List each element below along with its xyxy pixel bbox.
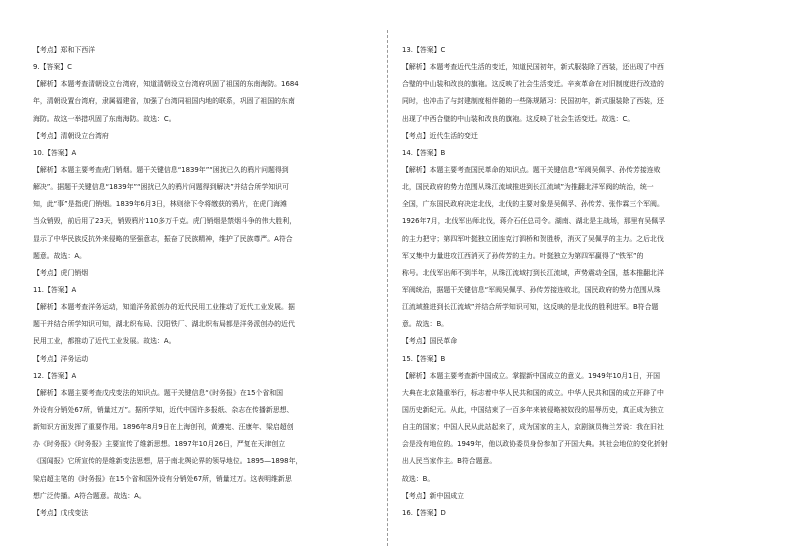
text-line: 【考点】洋务运动	[33, 354, 89, 363]
text-line: 海防。故这一举措巩固了东南海防。故选：C。	[33, 114, 176, 123]
text-line: 【考点】新中国成立	[402, 491, 465, 500]
text-line: 【解析】本题主要考查虎门销烟。题干关键信息“1839年”“困扰已久的鸦片问题得到	[33, 165, 289, 174]
text-line: 外设有分销处67所，销量过万”。据所学知，近代中国许多报纸、杂志在传播新思想、	[33, 405, 294, 414]
text-line: 14.【答案】B	[402, 148, 446, 157]
text-line: 军又集中力量进攻江西消灭了孙传芳的主力。叶挺独立为第四军赢得了“铁军”的	[402, 251, 644, 260]
text-line: 【考点】戊戌变法	[33, 508, 89, 517]
text-line: 全国，广东国民政府决定北伐，北伐的主要对象是吴佩孚、孙传芳、张作霖三个军阀。	[402, 200, 664, 209]
text-line: 【解析】本题主要考查新中国成立。掌握新中国成立的意义。1949年10月1日，开国	[402, 371, 661, 380]
text-line: 新知识方面发挥了重要作用。1896年8月9日在上海创刊，黄遵宪、汪康年、梁启超创	[33, 423, 294, 432]
text-line: 自主的国家；中国人民从此站起来了，成为国家的主人，京剧演员梅兰芳说：我在旧社	[402, 423, 664, 432]
text-line: 会是没有地位的。1949年，他以政协委员身份参加了开国大典。其社会地位的变化折射	[402, 440, 668, 449]
text-line: 民用工业，都推动了近代工业发展。故选：A。	[33, 337, 176, 346]
text-line: 《国闻报》它所宣传的是维新变法思想，居于南北舆论界的领导地位。1895—1898年，	[33, 457, 303, 466]
text-line: 年，清朝设置台湾府，隶属福建省，加强了台湾同祖国内地的联系，巩固了祖国的东南	[33, 97, 295, 106]
text-line: 【考点】虎门销烟	[33, 268, 89, 277]
text-line: 15.【答案】B	[402, 354, 446, 363]
text-line: 9.【答案】C	[33, 63, 72, 72]
text-line: 【考点】近代生活的变迁	[402, 131, 478, 140]
text-line: 12.【答案】A	[33, 371, 77, 380]
column-divider	[387, 30, 388, 546]
right-column	[402, 42, 748, 522]
text-line: 当众销毁，前后用了23天，销毁鸦片110多万千克。虎门销烟是禁烟斗争的伟大胜利，	[33, 217, 297, 226]
text-line: 10.【答案】A	[33, 148, 77, 157]
text-line: 同时，也冲击了与封建制度相伴随的一些陈规陋习：民国初年，新式服装除了西装，还	[402, 97, 664, 106]
text-line: 解决”。据题干关键信息“1839年”“困扰已久的鸦片问题得到解决”并结合所学知识可	[33, 183, 289, 192]
text-line: 【解析】本题考查洋务运动，知道洋务派创办的近代民用工业推动了近代工业发展。据	[33, 303, 295, 312]
text-line: 【考点】郑和下西洋	[33, 46, 96, 54]
text-line: 【考点】清朝设立台湾府	[33, 131, 109, 140]
text-line: 13.【答案】C	[402, 46, 446, 54]
text-line: 想广泛传播。A符合题意。故选：A。	[33, 491, 146, 500]
text-line: 出现了中西合璧的中山装和改良的旗袍。这反映了社会生活变迁。故选：C。	[402, 114, 635, 123]
text-line: 【解析】本题主要考查国民革命的知识点。题干关键信息“军阀吴佩孚、孙传芳接连败	[402, 165, 661, 174]
text-line: 北，国民政府的势力范围从珠江流域推进到长江流域”为推翻北洋军阀的统治，统一	[402, 183, 654, 192]
text-line: 【解析】本题考查近代生活的变迁，知道民国初年，新式服装除了西装，还出现了中西	[402, 63, 664, 72]
text-line: 办《时务报》《时务报》主要宣传了维新思想。1897年10月26日，严复在天津创立	[33, 440, 286, 449]
text-line: 国历史新纪元。从此，中国结束了一百多年来被侵略被奴役的屈辱历史，真正成为独立	[402, 405, 664, 414]
text-line: 的主力把守；第四军叶挺独立团连克汀泗桥和贺胜桥，消灭了吴佩孚的主力。之后北伐	[402, 234, 664, 243]
text-line: 称号。北伐军出师不到半年，从珠江流域打到长江流域，声势震动全国，基本推翻北洋	[402, 268, 664, 277]
text-line: 江流域推进到长江流域”并结合所学知识可知，这反映的是北伐的胜利进军。B符合题	[402, 303, 659, 312]
text-line: 题干并结合所学知识可知，湖北织布局、汉阳铁厂、湖北织布局都是洋务派创办的近代	[33, 320, 295, 329]
text-line: 【考点】国民革命	[402, 337, 458, 346]
text-line: 显示了中华民族反抗外来侵略的坚强意志，振奋了民族精神，维护了民族尊严。A符合	[33, 234, 293, 243]
text-line: 1926年7月，北伐军出师北伐，蒋介石任总司令。湖南、湖北是主战场，那里有吴佩孚	[402, 217, 666, 226]
text-line: 【解析】本题考查清朝设立台湾府，知道清朝设立台湾府巩固了祖国的东南海防。1684	[33, 80, 299, 89]
text-line: 【解析】本题主要考查戊戌变法的知识点。题干关键信息“《时务报》在15个省和国	[33, 388, 284, 397]
text-line: 大典在北京隆重举行，标志着中华人民共和国的成立。中华人民共和国的成立开辟了中	[402, 388, 664, 397]
text-line: 16.【答案】D	[402, 508, 446, 517]
left-column	[33, 42, 373, 522]
text-line: 合璧的中山装和改良的旗袍。这反映了社会生活变迁。辛亥革命在对旧制度进行改造的	[402, 80, 664, 89]
text-line: 题意。故选：A。	[33, 251, 86, 260]
text-line: 出人民当家作主。B符合题意。	[402, 457, 497, 466]
text-line: 故选：B。	[402, 474, 435, 483]
text-line: 军阀统治，据题干关键信息“军阀吴佩孚、孙传芳接连败北，国民政府的势力范围从珠	[402, 285, 661, 294]
text-line: 意。故选：B。	[402, 320, 449, 329]
text-line: 11.【答案】A	[33, 285, 77, 294]
text-line: 知，此“事”是指虎门销烟。1839年6月3日，林则徐下令将缴获的鸦片，在虎门海滩	[33, 200, 287, 209]
text-line: 梁启超主笔的《时务报》在15个省和国外设有分销处67所，销量过万。这表明维新思	[33, 474, 292, 483]
